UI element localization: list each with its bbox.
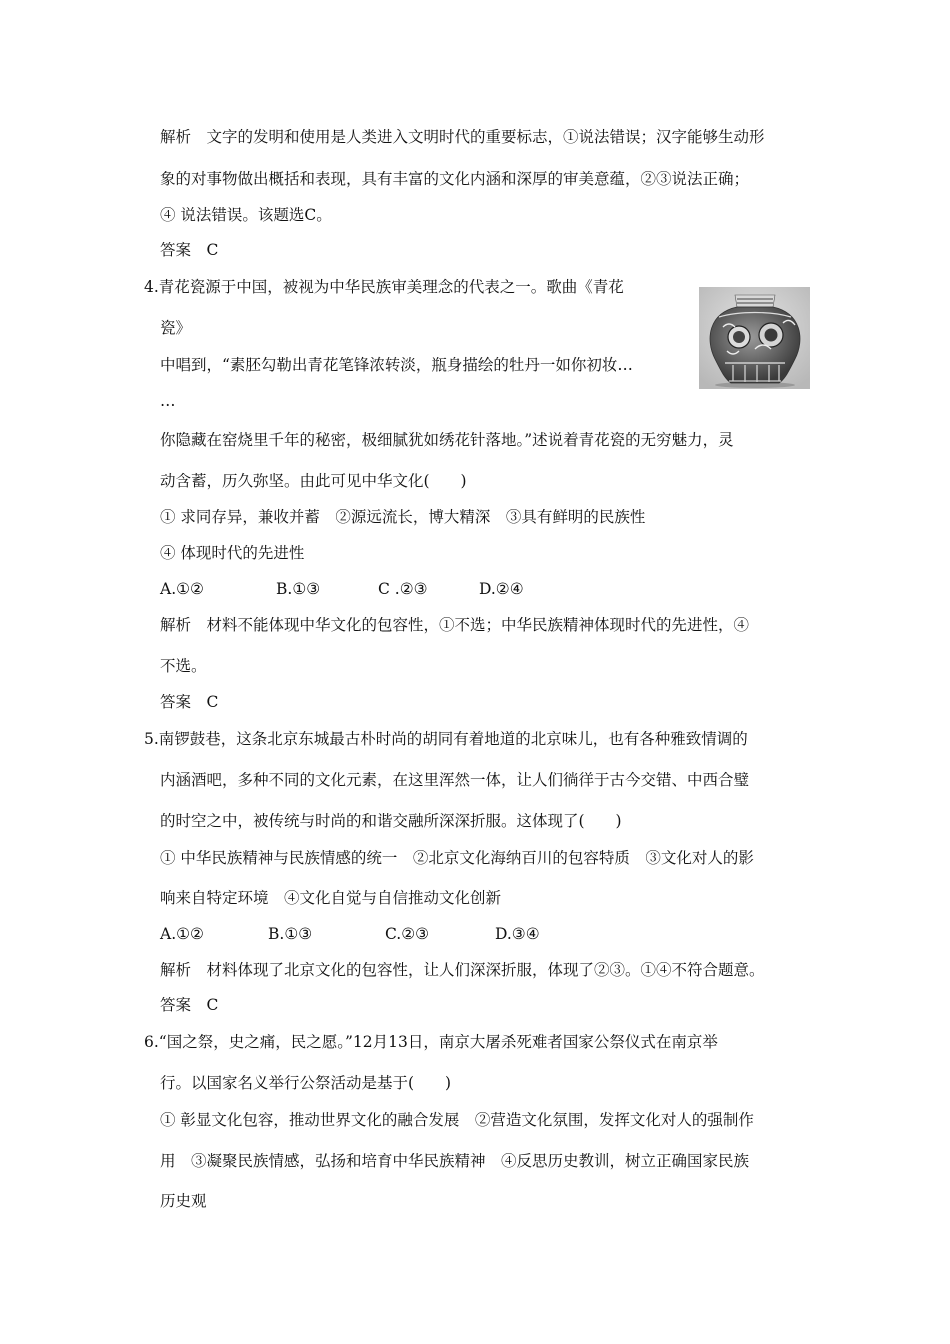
q3-answer: 答案 C xyxy=(160,241,219,259)
q5-option-a: A.①② xyxy=(160,925,204,943)
q3-analysis-line: ④ 说法错误。该题选C。 xyxy=(160,206,332,224)
q6-stem-line: 行。以国家名义举行公祭活动是基于( ) xyxy=(160,1074,452,1092)
q5-item-line: 响来自特定环境 ④文化自觉与自信推动文化创新 xyxy=(160,889,502,907)
q5-stem-line: 内涵酒吧，多种不同的文化元素，在这里浑然一体，让人们徜徉于古今交错、中西合璧 xyxy=(160,771,750,789)
q4-analysis-line: 解析 材料不能体现中华文化的包容性，①不选；中华民族精神体现时代的先进性，④ xyxy=(160,616,750,634)
q4-option-d: D.②④ xyxy=(479,580,524,598)
q4-stem-line: 你隐藏在窑烧里千年的秘密，极细腻犹如绣花针落地。”述说着青花瓷的无穷魅力，灵 xyxy=(160,431,734,449)
q6-item-line: 历史观 xyxy=(160,1192,207,1210)
q5-option-b: B.①③ xyxy=(268,925,313,943)
q5-analysis-line: 解析 材料体现了北京文化的包容性，让人们深深折服，体现了②③。①④不符合题意。 xyxy=(160,961,765,979)
q4-answer: 答案 C xyxy=(160,693,219,711)
q4-item-line: ① 求同存异，兼收并蓄 ②源远流长，博大精深 ③具有鲜明的民族性 xyxy=(160,508,646,526)
q3-analysis-line: 解析 文字的发明和使用是人类进入文明时代的重要标志，①说法错误；汉字能够生动形 xyxy=(160,128,765,146)
q4-item-line: ④ 体现时代的先进性 xyxy=(160,544,305,562)
q4-stem-line: 动含蓄，历久弥坚。由此可见中华文化( ) xyxy=(160,472,467,490)
jar-drawing xyxy=(699,287,810,389)
q4-analysis-line: 不选。 xyxy=(160,657,207,675)
q5-stem-line: 5.南锣鼓巷，这条北京东城最古朴时尚的胡同有着地道的北京味儿，也有各种雅致情调的 xyxy=(144,730,748,748)
q4-stem-line: 瓷》 xyxy=(160,319,192,337)
q5-answer: 答案 C xyxy=(160,996,219,1014)
q6-item-line: ① 彰显文化包容，推动世界文化的融合发展 ②营造文化氛围，发挥文化对人的强制作 xyxy=(160,1111,754,1129)
q4-option-c: C .②③ xyxy=(378,580,428,598)
q5-item-line: ① 中华民族精神与民族情感的统一 ②北京文化海纳百川的包容特质 ③文化对人的影 xyxy=(160,849,754,867)
q6-item-line: 用 ③凝聚民族情感，弘扬和培育中华民族精神 ④反思历史教训，树立正确国家民族 xyxy=(160,1152,750,1170)
q5-stem-line: 的时空之中，被传统与时尚的和谐交融所深深折服。这体现了( ) xyxy=(160,812,622,830)
porcelain-jar-image xyxy=(699,287,810,389)
q4-option-b: B.①③ xyxy=(276,580,321,598)
q5-option-c: C.②③ xyxy=(385,925,430,943)
q6-stem-line: 6.“国之祭，史之痛，民之愿。”12月13日，南京大屠杀死难者国家公祭仪式在南京举 xyxy=(144,1033,718,1051)
q4-stem-line: 4.青花瓷源于中国，被视为中华民族审美理念的代表之一。歌曲《青花 xyxy=(144,278,624,296)
q4-option-a: A.①② xyxy=(160,580,204,598)
q3-analysis-line: 象的对事物做出概括和表现，具有丰富的文化内涵和深厚的审美意蕴，②③说法正确； xyxy=(160,170,750,188)
q4-stem-line: 中唱到，“素胚勾勒出青花笔锋浓转淡，瓶身描绘的牡丹一如你初妆… xyxy=(160,356,633,374)
q5-option-d: D.③④ xyxy=(495,925,540,943)
q4-stem-line: … xyxy=(160,392,176,410)
